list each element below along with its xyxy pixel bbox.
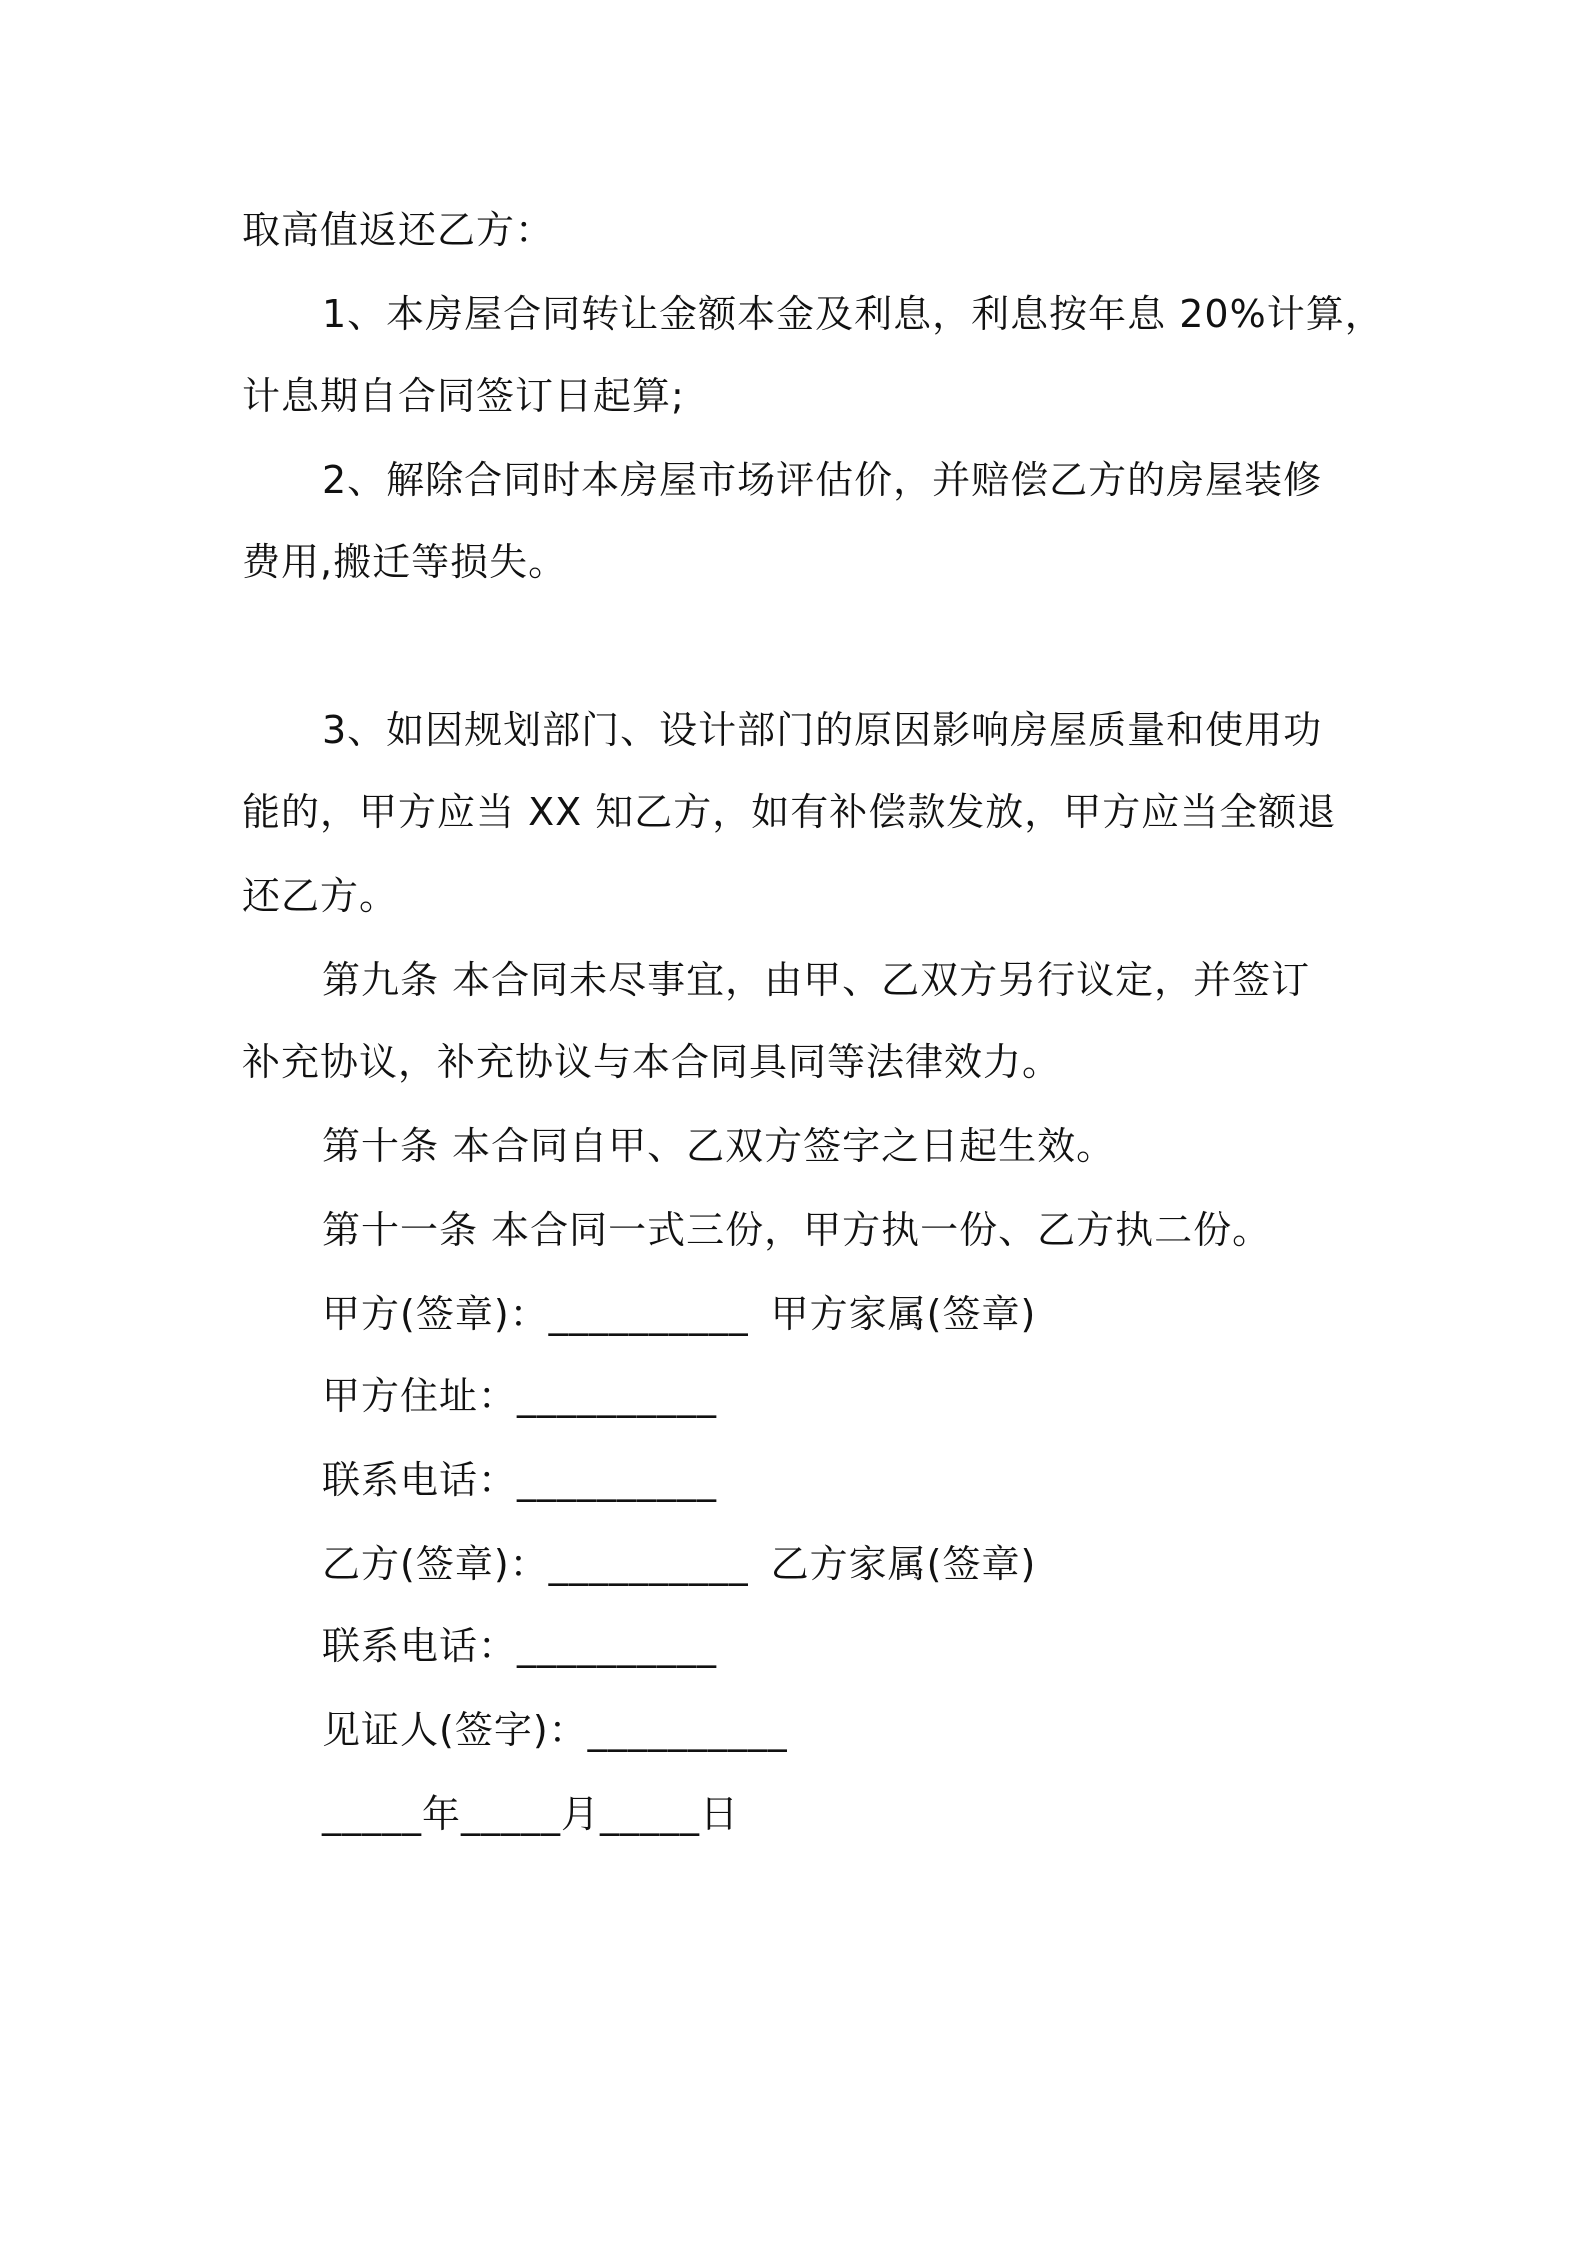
clause-2-line-1: 2、解除合同时本房屋市场评估价，并赔偿乙方的房屋装修: [322, 458, 1323, 502]
article-10-line: 第十条 本合同自甲、乙双方签字之日起生效。: [322, 1124, 1116, 1168]
party-a-phone-field: 联系电话：__________: [322, 1458, 718, 1502]
clause-1-line-1: 1、本房屋合同转让金额本金及利息，利息按年息 20%计算，: [322, 292, 1384, 336]
article-9-line-2: 补充协议，补充协议与本合同具同等法律效力。: [242, 1040, 1062, 1084]
clause-3-line-3: 还乙方。: [242, 874, 399, 918]
party-b-family-signature: 乙方家属(签章): [770, 1542, 1037, 1586]
date-field: _____年_____月_____日: [322, 1792, 740, 1836]
party-b-signature-field: 乙方(签章)：__________: [322, 1542, 749, 1586]
paragraph-line: 取高值返还乙方：: [242, 208, 555, 252]
witness-signature-field: 见证人(签字)：__________: [322, 1708, 788, 1752]
clause-1-line-2: 计息期自合同签订日起算;: [242, 374, 685, 418]
party-b-phone-field: 联系电话：__________: [322, 1624, 718, 1668]
clause-3-line-1: 3、如因规划部门、设计部门的原因影响房屋质量和使用功: [322, 708, 1323, 752]
clause-2-line-2: 费用,搬迁等损失。: [242, 540, 568, 584]
party-a-address-field: 甲方住址：__________: [322, 1374, 718, 1418]
clause-3-line-2: 能的，甲方应当 XX 知乙方，如有补偿款发放，甲方应当全额退: [242, 790, 1337, 834]
party-a-signature-row: [322, 1290, 1036, 1338]
party-a-family-signature: 甲方家属(签章): [770, 1292, 1037, 1336]
party-b-signature-row: [322, 1540, 1036, 1588]
article-9-line-1: 第九条 本合同未尽事宜，由甲、乙双方另行议定，并签订: [322, 958, 1311, 1002]
party-a-signature-field: 甲方(签章)：__________: [322, 1292, 749, 1336]
article-11-line: 第十一条 本合同一式三份，甲方执一份、乙方执二份。: [322, 1208, 1272, 1252]
